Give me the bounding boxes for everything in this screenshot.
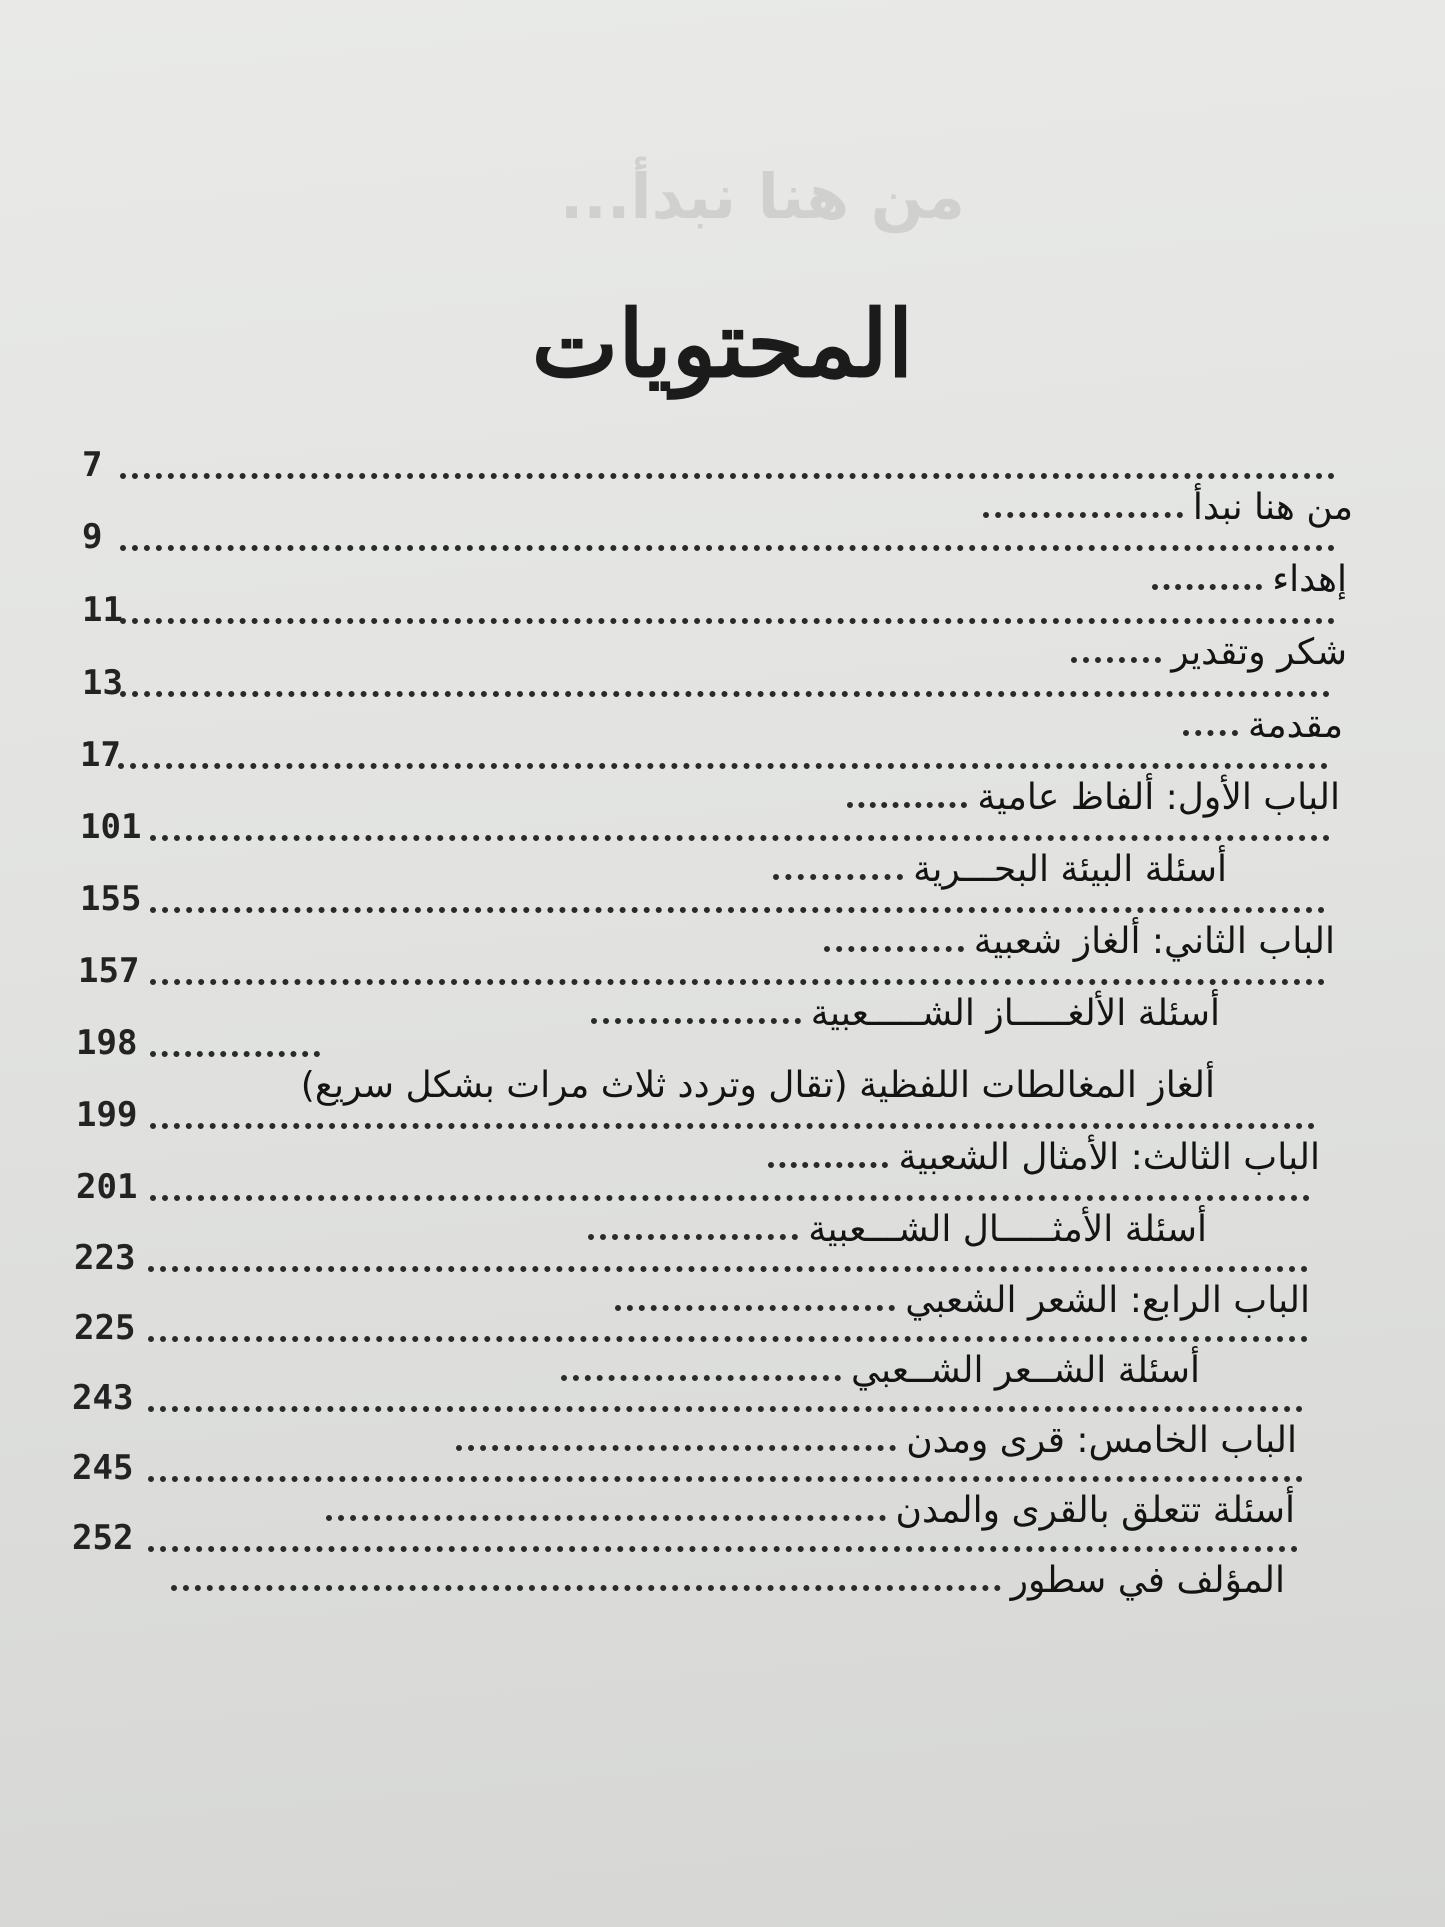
toc-label: المؤلف في سطور bbox=[1010, 1560, 1285, 1601]
toc-page-number: 223 bbox=[74, 1238, 136, 1278]
toc-label: ألغاز المغالطات اللفظية (تقال وتردد ثلاث مرات بشكل سريع) bbox=[300, 1065, 1215, 1106]
toc-label: شكر وتقدير bbox=[1171, 632, 1347, 673]
toc-leader bbox=[120, 618, 1335, 624]
toc-page-number: 9 bbox=[82, 517, 103, 557]
toc-page-number: 198 bbox=[76, 1023, 138, 1063]
page-title: المحتويات bbox=[531, 290, 914, 398]
toc-page-number: 243 bbox=[72, 1378, 134, 1418]
toc-page-number: 252 bbox=[72, 1518, 134, 1558]
toc-label: مقدمة bbox=[1248, 705, 1343, 746]
toc-leader bbox=[148, 1336, 1308, 1342]
toc-leader bbox=[148, 1546, 1298, 1552]
toc-page-number: 17 bbox=[80, 735, 121, 775]
toc-label: أسئلة الشــعر الشــعبي bbox=[851, 1350, 1200, 1391]
toc-label: من هنا نبدأ bbox=[1192, 487, 1353, 528]
toc-label: أسئلة تتعلق بالقرى والمدن bbox=[895, 1490, 1295, 1531]
toc-label: أسئلة البيئة البحـــرية bbox=[913, 849, 1227, 890]
toc-leader bbox=[148, 1406, 1303, 1412]
toc-leader bbox=[150, 979, 1325, 985]
toc-page-number: 7 bbox=[82, 445, 103, 485]
toc-label: إهداء bbox=[1272, 559, 1347, 600]
toc-leader bbox=[148, 1266, 1308, 1272]
toc-page-number: 13 bbox=[82, 663, 123, 703]
toc-leader bbox=[150, 907, 1325, 913]
toc-leader bbox=[118, 763, 1328, 769]
toc-label: الباب الثالث: الأمثال الشعبية bbox=[898, 1137, 1320, 1178]
toc-label: أسئلة الألغـــــاز الشـــــعبية bbox=[810, 993, 1220, 1034]
bleed-through-heading: من هنا نبدأ... bbox=[559, 160, 965, 233]
toc-leader bbox=[148, 1476, 1303, 1482]
toc-leader bbox=[120, 473, 1335, 479]
toc-page-number: 245 bbox=[72, 1448, 134, 1488]
toc-label: الباب الخامس: قرى ومدن bbox=[906, 1420, 1297, 1461]
toc-page-number: 101 bbox=[80, 807, 142, 847]
toc-label: الباب الرابع: الشعر الشعبي bbox=[905, 1280, 1310, 1321]
toc-label: الباب الثاني: ألغاز شعبية bbox=[973, 921, 1335, 962]
toc-page-number: 225 bbox=[74, 1308, 136, 1348]
toc-label: أسئلة الأمثـــــال الشـــعبية bbox=[808, 1209, 1207, 1250]
toc-page-number: 201 bbox=[76, 1167, 138, 1207]
toc-entry bbox=[0, 1518, 1445, 1658]
toc-leader bbox=[150, 1051, 320, 1057]
toc-leader bbox=[150, 1123, 1315, 1129]
toc-leader bbox=[120, 691, 1330, 697]
toc-leader bbox=[150, 1195, 1310, 1201]
toc-leader bbox=[150, 835, 1330, 841]
toc-page-number: 155 bbox=[80, 879, 142, 919]
toc-leader bbox=[120, 545, 1335, 551]
toc-page-number: 199 bbox=[76, 1095, 138, 1135]
toc-page-number: 11 bbox=[82, 590, 123, 630]
toc-leader bbox=[171, 1585, 1001, 1591]
toc-label: الباب الأول: ألفاظ عامية bbox=[977, 777, 1340, 818]
toc-page-number: 157 bbox=[78, 951, 140, 991]
